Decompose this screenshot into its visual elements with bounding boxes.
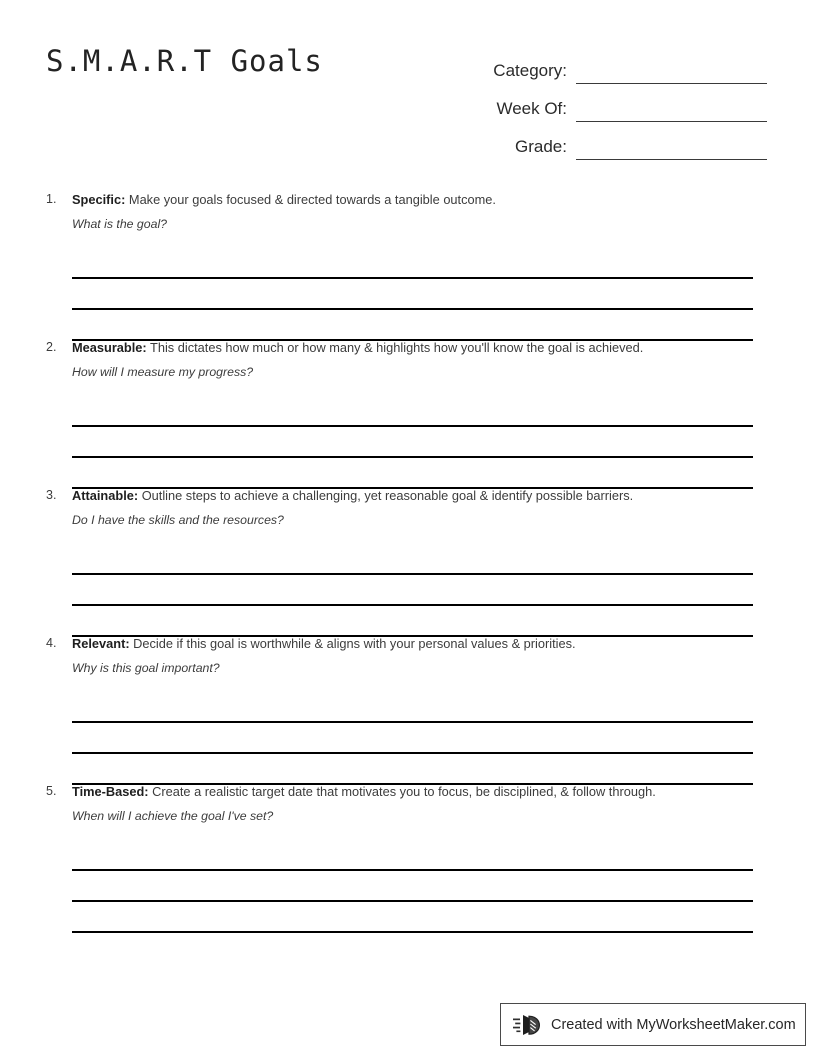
item-heading (0, 488, 816, 527)
answer-line[interactable] (72, 427, 753, 458)
item-description (72, 340, 816, 356)
item-description-text: Outline steps to achieve a challenging, yet reasonable goal & identify possible barriers. (141, 488, 634, 503)
category-label: Category: (493, 61, 567, 80)
item-description (72, 784, 816, 800)
worksheet-header (0, 0, 816, 170)
list-item (0, 636, 816, 784)
item-prompt: When will I achieve the goal I've set? (72, 809, 274, 823)
smart-goal-items (0, 192, 816, 932)
header-fields-group (477, 46, 767, 160)
item-term: Time-Based: (72, 784, 149, 799)
item-term: Relevant: (72, 636, 130, 651)
item-description (72, 192, 816, 208)
item-prompt: Do I have the skills and the resources? (72, 513, 284, 527)
answer-line[interactable] (72, 754, 753, 785)
item-number: 4. (46, 636, 57, 650)
answer-line[interactable] (72, 544, 753, 575)
item-term: Specific: (72, 192, 126, 207)
item-heading (0, 784, 816, 823)
item-description-text: This dictates how much or how many & highlights how you'll know the goal is achieved. (150, 340, 644, 355)
week-of-label: Week Of: (496, 99, 567, 118)
list-item (0, 488, 816, 636)
week-of-input[interactable] (576, 95, 767, 122)
item-description (72, 636, 816, 652)
answer-lines (72, 396, 753, 489)
list-item (0, 340, 816, 488)
item-term: Measurable: (72, 340, 147, 355)
answer-line[interactable] (72, 871, 753, 902)
grade-label: Grade: (515, 137, 567, 156)
item-number: 3. (46, 488, 57, 502)
created-with-badge[interactable] (500, 1003, 806, 1046)
item-number: 1. (46, 192, 57, 206)
item-prompt: Why is this goal important? (72, 661, 220, 675)
item-description-text: Make your goals focused & directed towards a tangible outcome. (128, 192, 496, 207)
answer-line[interactable] (72, 279, 753, 310)
item-prompt: How will I measure my progress? (72, 365, 254, 379)
item-number: 2. (46, 340, 57, 354)
answer-line[interactable] (72, 396, 753, 427)
list-item (0, 192, 816, 340)
category-input[interactable] (576, 57, 767, 84)
answer-line[interactable] (72, 606, 753, 637)
field-row-grade (477, 122, 767, 160)
item-term: Attainable: (72, 488, 139, 503)
item-description-text: Decide if this goal is worthwhile & aligns with your personal values & priorities. (133, 636, 576, 651)
grade-input[interactable] (576, 133, 767, 160)
answer-line[interactable] (72, 902, 753, 933)
item-prompt: What is the goal? (72, 217, 168, 231)
item-heading (0, 192, 816, 231)
answer-line[interactable] (72, 458, 753, 489)
created-with-label: Created with MyWorksheetMaker.com (551, 1016, 796, 1033)
item-heading (0, 636, 816, 675)
item-number: 5. (46, 784, 57, 798)
item-description (72, 488, 816, 504)
field-row-category (477, 46, 767, 84)
answer-line[interactable] (72, 840, 753, 871)
field-row-week-of (477, 84, 767, 122)
answer-line[interactable] (72, 575, 753, 606)
answer-lines (72, 248, 753, 341)
answer-lines (72, 840, 753, 933)
worksheet-maker-logo-icon (513, 1012, 543, 1038)
list-item (0, 784, 816, 932)
answer-line[interactable] (72, 692, 753, 723)
answer-line[interactable] (72, 248, 753, 279)
answer-line[interactable] (72, 310, 753, 341)
answer-lines (72, 692, 753, 785)
answer-lines (72, 544, 753, 637)
page-title: S.M.A.R.T Goals (46, 44, 323, 78)
item-heading (0, 340, 816, 379)
item-description-text: Create a realistic target date that motivates you to focus, be disciplined, & follow through. (152, 784, 656, 799)
answer-line[interactable] (72, 723, 753, 754)
